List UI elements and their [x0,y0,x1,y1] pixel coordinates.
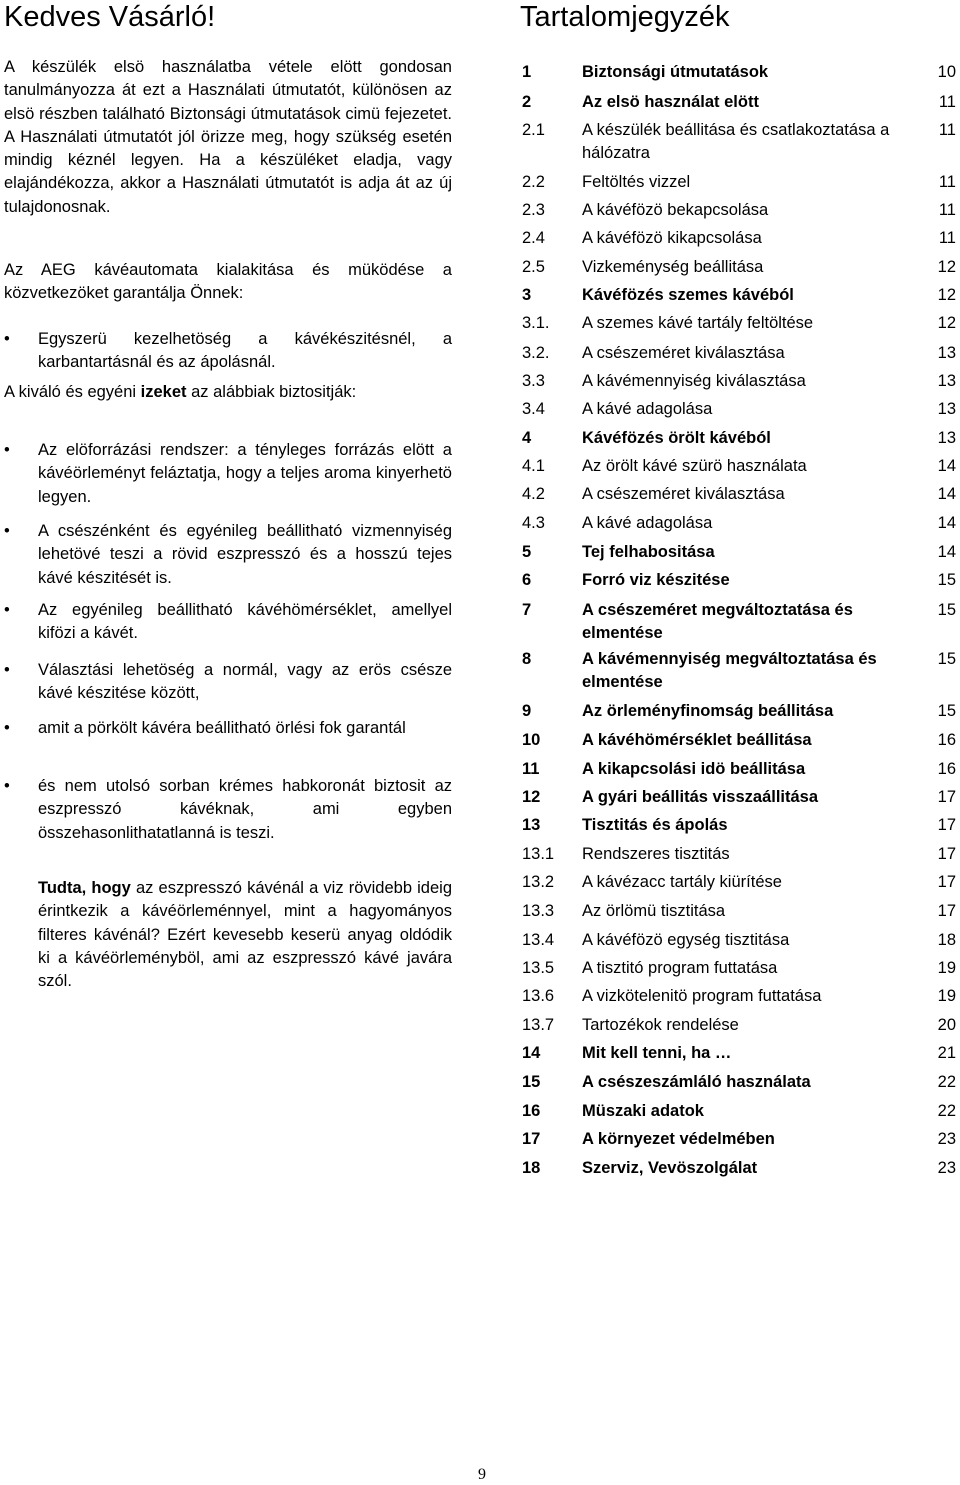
toc-entry-page: 13 [937,344,956,362]
toc-entry-number: 17 [522,1130,541,1148]
toc-entry-page: 14 [937,514,956,532]
toc-entry-number: 13.7 [522,1016,555,1034]
list-item-text: és nem utolsó sorban krémes habkoronát biztosit az eszpresszó kávéknak, ami egyben összehasonlithatatlanná is teszi. [38,777,452,842]
toc-entry-title: A kávémennyiség kiválasztása [582,372,806,390]
toc-entry-title: Az örlömü tisztitása [582,902,726,920]
toc-entry-title: A kávéhömérséklet beállitása [582,731,812,749]
toc-entry-title: A szemes kávé tartály feltöltése [582,314,814,332]
list-item [4,439,452,509]
toc-entry-title: A kávé adagolása [582,400,713,418]
toc-entry-title: A gyári beállitás visszaállitása [582,788,819,806]
toc-entry-title: Tej felhabositása [582,543,715,561]
toc-entry-page: 14 [937,485,956,503]
toc-entry-title: Vizkeménység beállitása [582,258,764,276]
toc-entry-number: 2.4 [522,229,545,247]
toc-entry-page: 13 [937,372,956,390]
list-item [4,328,452,375]
toc-entry-number: 13.6 [522,987,555,1005]
toc-entry-page: 17 [937,816,956,834]
toc-entry-title: Az örleményfinomság beállitása [582,702,834,720]
toc-entry-number: 4.2 [522,485,545,503]
toc-entry-page: 23 [937,1159,956,1177]
toc-entry-title: A csészeszámláló használata [582,1073,811,1091]
toc-entry-title: Az elsö használat elött [582,93,759,111]
toc-entry-page: 21 [937,1044,956,1062]
toc-entry-page: 18 [937,931,956,949]
toc-entry-number: 1 [522,63,532,81]
intro-paragraph: A készülék elsö használatba vétele elött gondosan tanulmányozza át ezt a Használati útmutatót, különösen az elsö részben található Biztonsági útmutatások cimü fejezetet. A Használati útmutatót jól örizze meg, hogy szükség esetén mindig kéznél legyen. Ha a készüléket eladja, vagy elajándékozza, akkor a Használati útmutatót is adja át az új tulajdonosnak. [4,58,452,216]
toc-entry-number: 3 [522,286,532,304]
list-item [4,599,452,646]
toc-entry-title: Rendszeres tisztitás [582,845,730,863]
toc-entry-number: 2.3 [522,201,545,219]
toc-entry-page: 11 [938,201,956,219]
list-item-text: Az elöforrázási rendszer: a tényleges forrázás elött a kávéörleményt feláztatja, hogy a teljes aroma kinyerhetö legyen. [38,441,452,506]
toc-entry-number: 5 [522,543,532,561]
tip-emphasis: Tudta, hogy [38,879,131,897]
toc-entry-title: A vizkötelenitö program futtatása [582,987,822,1005]
list-item [4,659,452,706]
toc-entry-page: 19 [937,959,956,977]
toc-entry-page: 17 [937,845,956,863]
bullet-icon: • [4,601,10,619]
toc-entry-number: 13.4 [522,931,555,949]
toc-entry-page: 15 [937,601,956,619]
toc-entry-title: Mit kell tenni, ha … [582,1044,732,1062]
toc-entry-page: 17 [937,873,956,891]
toc-entry-number: 3.1. [522,314,550,332]
toc-entry-number: 3.2. [522,344,550,362]
toc-entry-title: Tartozékok rendelése [582,1016,739,1034]
toc-entry-title: A kávéfözö bekapcsolása [582,201,769,219]
toc-entry-title: Szerviz, Vevöszolgálat [582,1159,758,1177]
toc-entry-number: 2.5 [522,258,545,276]
toc-entry-number: 12 [522,788,541,806]
taste-intro-text-end: az alábbiak biztositják: [186,383,357,401]
toc-entry-title: Tisztitás és ápolás [582,816,728,834]
toc-heading: Tartalomjegyzék [520,1,730,33]
bullet-icon: • [4,777,10,795]
toc-entry-page: 15 [937,702,956,720]
toc-entry-number: 13 [522,816,541,834]
toc-entry-title: Forró viz készitése [582,571,730,589]
bullet-icon: • [4,522,10,540]
bullet-icon: • [4,719,10,737]
toc-entry-page: 19 [937,987,956,1005]
toc-entry-page: 11 [938,93,956,111]
list-item-text: Választási lehetöség a normál, vagy az erös csésze kávé készitése között, [38,661,452,703]
toc-entry-page: 20 [937,1016,956,1034]
toc-entry-number: 2.2 [522,173,545,191]
toc-entry-title: A csészeméret kiválasztása [582,344,785,362]
greeting-heading: Kedves Vásárló! [4,1,216,33]
toc-entry-page: 14 [937,543,956,561]
toc-entry-title: A környezet védelmében [582,1130,775,1148]
toc-entry-page: 12 [937,286,956,304]
toc-entry-number: 3.4 [522,400,545,418]
toc-entry-page: 17 [937,902,956,920]
list-item-text: Egyszerü kezelhetöség a kávékészitésnél, a karbantartásnál és az ápolásnál. [38,330,452,372]
bullet-icon: • [4,661,10,679]
toc-entry-number: 16 [522,1102,541,1120]
toc-entry-number: 13.3 [522,902,555,920]
toc-entry-page: 11 [938,121,956,139]
toc-entry-title: A csészeméret kiválasztása [582,485,785,503]
toc-entry-number: 11 [522,760,540,778]
toc-entry-title: A tisztitó program futtatása [582,959,778,977]
toc-entry-page: 16 [937,760,956,778]
toc-entry-title: Az örölt kávé szürö használata [582,457,807,475]
toc-entry-title: Müszaki adatok [582,1102,704,1120]
list-item-text: Az egyénileg beállitható kávéhömérséklet, amellyel kifözi a kávét. [38,601,452,643]
list-item [4,717,452,740]
toc-entry-number: 6 [522,571,532,589]
taste-intro-paragraph [4,381,452,404]
toc-entry-title: Biztonsági útmutatások [582,63,769,81]
toc-entry-title: Kávéfözés szemes kávéból [582,286,794,304]
list-item [4,520,452,590]
toc-entry-page: 14 [937,457,956,475]
toc-entry-page: 11 [938,173,956,191]
list-item-text: amit a pörkölt kávéra beállitható örlési fok garantál [38,719,406,737]
toc-entry-page: 11 [938,229,956,247]
toc-entry-title: A kávé adagolása [582,514,713,532]
tip-body: az eszpresszó kávénál a viz rövidebb ideig érintkezik a kávéörleménnyel, mint a hagyományos filteres kávénál? Ezért kevesebb keserü anyag oldódik ki a kávéörleményböl, ami az eszpresszó kávé javára szól. [38,879,453,991]
toc-entry-title: A kikapcsolási idö beállitása [582,760,806,778]
toc-entry-title: A készülék beállitása és csatlakoztatása a hálózatra [582,121,890,162]
toc-entry-number: 8 [522,650,532,668]
bullet-icon: • [4,441,10,459]
list-item-text: A csészénként és egyénileg beállitható vizmennyiség lehetövé teszi a rövid eszpresszó és a hosszú tejes kávé készitését is. [38,522,452,587]
toc-entry-number: 4.3 [522,514,545,532]
toc-entry-page: 15 [937,571,956,589]
toc-entry-page: 17 [937,788,956,806]
toc-entry-page: 10 [937,63,956,81]
toc-entry-number: 14 [522,1044,541,1062]
toc-entry-number: 3.3 [522,372,545,390]
toc-entry-title: A kávémennyiség megváltoztatása és elmentése [582,650,877,691]
guarantee-paragraph: Az AEG kávéautomata kialakitása és müködése a közvetkezöket garantálja Önnek: [4,261,452,303]
toc-entry-number: 13.2 [522,873,555,891]
toc-entry-page: 13 [937,400,956,418]
toc-entry-page: 16 [937,731,956,749]
list-item [4,775,452,845]
toc-entry-number: 2.1 [522,121,545,139]
toc-entry-number: 18 [522,1159,541,1177]
tip-text [38,877,452,993]
toc-entry-number: 2 [522,93,532,111]
toc-entry-page: 15 [937,650,956,668]
toc-entry-title: A kávéfözö egység tisztitása [582,931,790,949]
page-number: 9 [478,1466,486,1483]
toc-entry-page: 22 [937,1102,956,1120]
toc-entry-page: 22 [937,1073,956,1091]
toc-entry-page: 13 [937,429,956,447]
toc-entry-title: A kávézacc tartály kiürítése [582,873,782,891]
toc-entry-page: 12 [937,258,956,276]
toc-entry-number: 15 [522,1073,541,1091]
toc-entry-number: 10 [522,731,541,749]
toc-entry-title: A csészeméret megváltoztatása és elmentése [582,601,853,642]
toc-entry-number: 4 [522,429,532,447]
taste-intro-emphasis: izeket [140,383,187,401]
toc-entry-page: 12 [937,314,956,332]
tip-paragraph [4,877,452,993]
toc-entry-number: 9 [522,702,532,720]
toc-entry-number: 13.5 [522,959,555,977]
toc-entry-number: 7 [522,601,532,619]
toc-entry-number: 13.1 [522,845,555,863]
toc-entry-page: 23 [937,1130,956,1148]
bullet-icon: • [4,330,10,348]
toc-entry-title: Kávéfözés örölt kávéból [582,429,771,447]
taste-intro-text: A kiváló és egyéni [4,383,141,401]
toc-entry-title: A kávéfözö kikapcsolása [582,229,762,247]
toc-entry-title: Feltöltés vizzel [582,173,691,191]
toc-entry-number: 4.1 [522,457,545,475]
